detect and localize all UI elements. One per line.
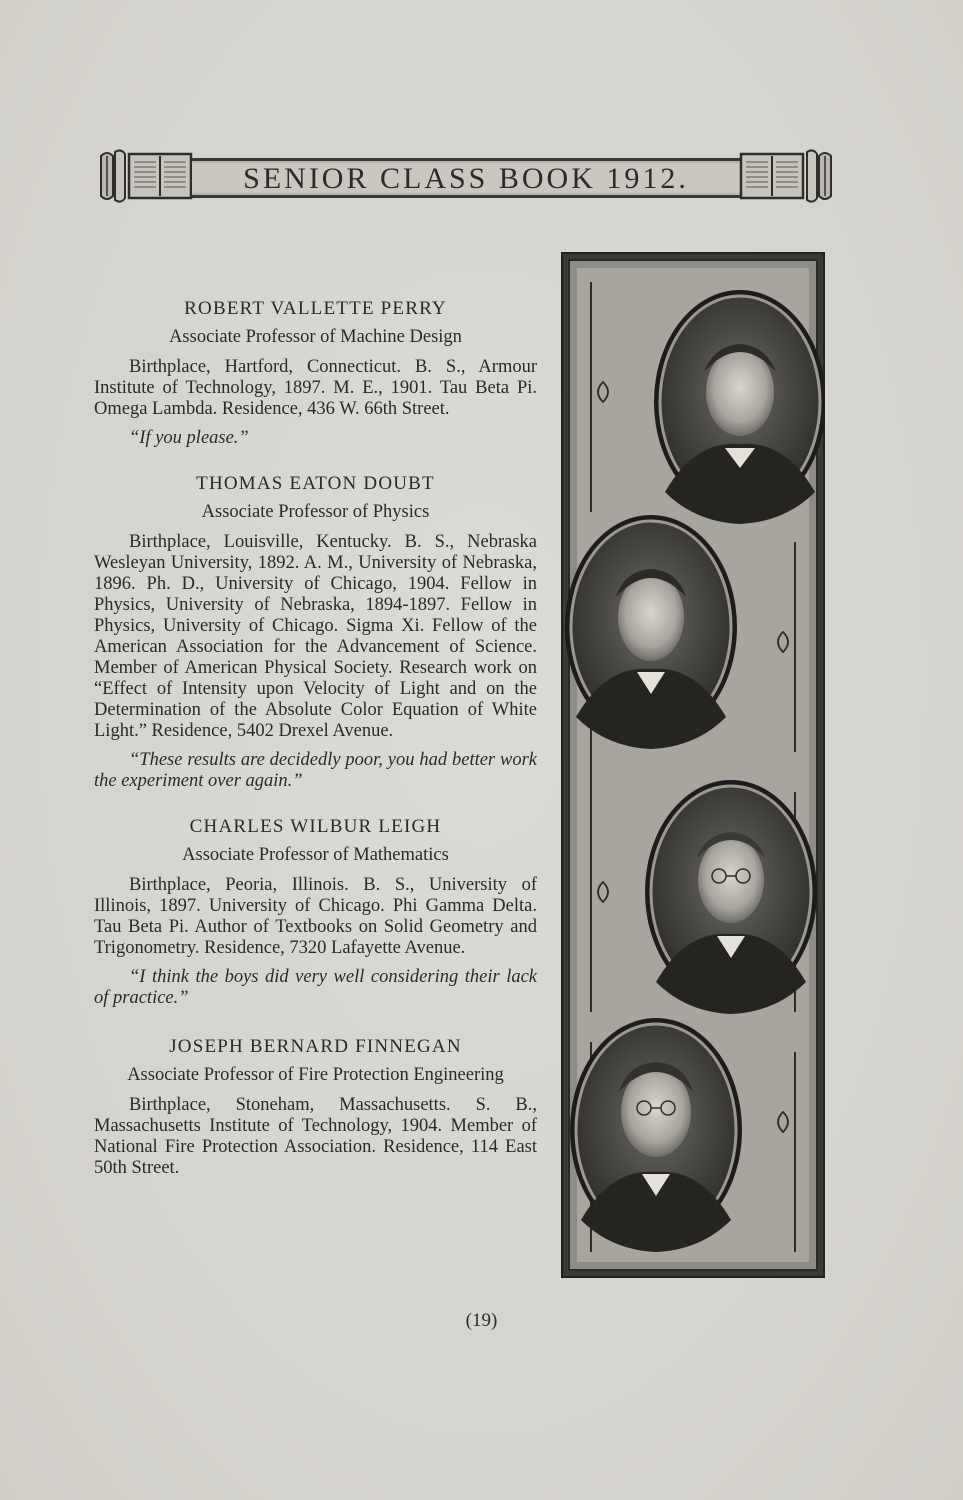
faculty-entry-leigh xyxy=(94,816,537,1009)
faculty-quote: “These results are decidedly poor, you had better work the experiment over again.” xyxy=(94,750,537,791)
banner-strip xyxy=(192,158,740,198)
faculty-quote: “If you please.” xyxy=(129,428,249,448)
header-banner xyxy=(97,148,835,203)
book-scroll-left-icon xyxy=(97,148,195,203)
page-title: SENIOR CLASS BOOK 1912. xyxy=(243,162,689,195)
faculty-title: Associate Professor of Physics xyxy=(201,502,430,522)
faculty-text-column xyxy=(94,298,537,1187)
page-number: (19) xyxy=(465,1310,498,1331)
faculty-entry-perry xyxy=(94,298,537,449)
portrait-perry xyxy=(654,290,825,524)
faculty-name: CHARLES WILBUR LEIGH xyxy=(189,816,442,837)
faculty-name: ROBERT VALLETTE PERRY xyxy=(184,298,447,319)
faculty-bio: Birthplace, Hartford, Connecticut. B. S., Armour Institute of Technology, 1897. M. E., 1901. Tau Beta Pi. Omega Lambda. Residence, 436 W. 66th Street. xyxy=(94,357,537,419)
faculty-bio: Birthplace, Louisville, Kentucky. B. S., Nebraska Wesleyan University, 1892. A. M., University of Nebraska, 1896. Ph. D., University of Chicago, 1904. Fellow in Physics, University of Nebraska, 1894-1897. Fellow in Physics, University of Chicago. Sigma Xi. Fellow of the American Association for the Advancement of Science. Member of American Physical Society. Research work on “Effect of Intensity upon Velocity of Light and on the Determination of the Absolute Color Equation of White Light.” Residence, 5402 Drexel Avenue. xyxy=(94,532,537,741)
faculty-quote: “I think the boys did very well considering their lack of practice.” xyxy=(94,967,537,1008)
faculty-name: THOMAS EATON DOUBT xyxy=(196,473,435,494)
portrait-doubt xyxy=(565,515,737,749)
faculty-entry-doubt xyxy=(94,473,537,792)
book-scroll-right-icon xyxy=(737,148,835,203)
faculty-entry-finnegan xyxy=(94,1036,537,1179)
portrait-leigh xyxy=(645,780,817,1014)
faculty-bio: Birthplace, Stoneham, Massachusetts. S. B., Massachusetts Institute of Technology, 1904. Member of National Fire Protection Association. Residence, 114 East 50th Street. xyxy=(94,1095,537,1178)
faculty-title: Associate Professor of Fire Protection Engineering xyxy=(127,1065,504,1085)
faculty-title: Associate Professor of Machine Design xyxy=(169,327,462,347)
faculty-name: JOSEPH BERNARD FINNEGAN xyxy=(169,1036,462,1057)
portrait-panel xyxy=(561,252,825,1278)
faculty-title: Associate Professor of Mathematics xyxy=(182,845,449,865)
faculty-bio: Birthplace, Peoria, Illinois. B. S., University of Illinois, 1897. University of Chicago. Phi Gamma Delta. Tau Beta Pi. Author of Textbooks on Solid Geometry and Trigonometry. Residence, 7320 Lafayette Avenue. xyxy=(94,875,537,958)
portrait-finnegan xyxy=(570,1018,742,1252)
